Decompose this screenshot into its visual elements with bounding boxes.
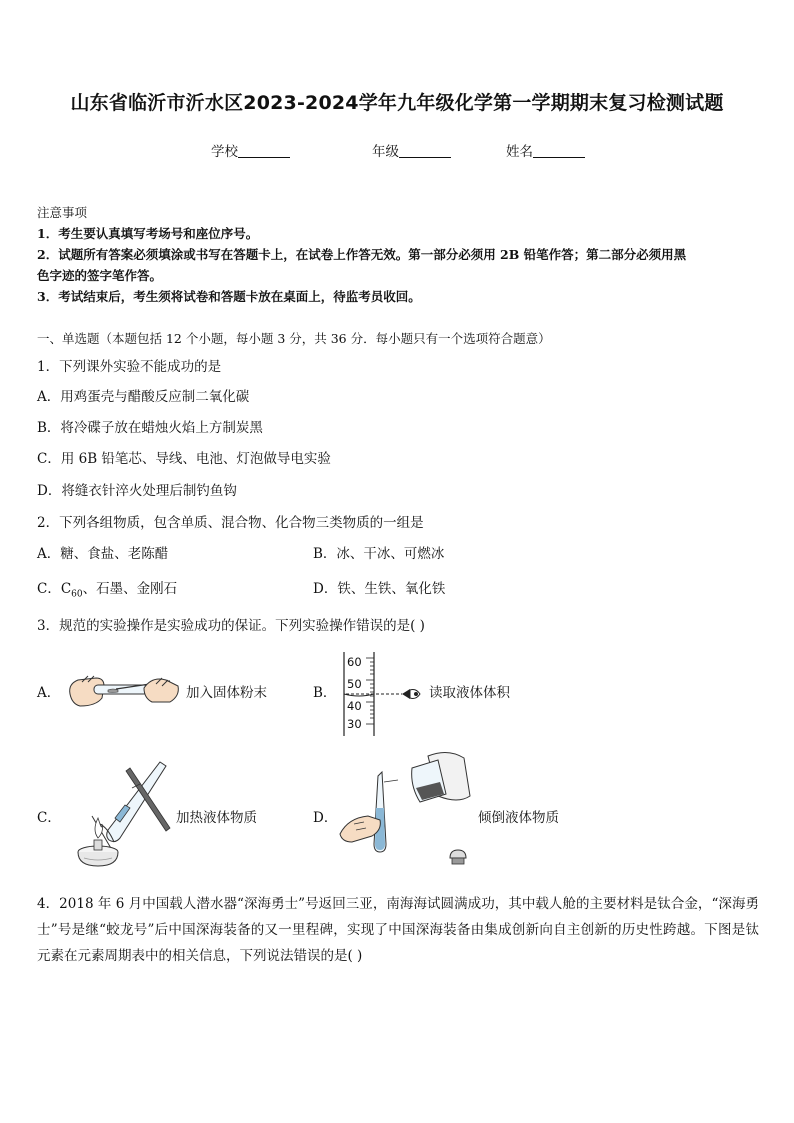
cylinder-tick-50: 50 <box>347 677 362 691</box>
q3-label-b: B． <box>313 685 337 701</box>
q2-stem: 2．下列各组物质，包含单质、混合物、化合物三类物质的一组是 <box>37 515 424 531</box>
q2-option-c-rest: 、石墨、金刚石 <box>82 581 178 597</box>
q2-option-b: B．冰、干冰、可燃冰 <box>313 546 445 562</box>
q1-stem: 1．下列课外实验不能成功的是 <box>37 359 222 375</box>
notice-item: 1．考生要认真填写考场号和座位序号。 <box>37 226 259 241</box>
notice-heading: 注意事项 <box>37 205 88 220</box>
q1-option-c: C．用 6B 铅笔芯、导线、电池、灯泡做导电实验 <box>37 451 331 467</box>
name-field <box>506 140 585 160</box>
cylinder-tick-40: 40 <box>347 699 362 713</box>
q4-text: 4．2018 年 6 月中国载人潜水器“深海勇士”号返回三亚，南海海试圆满成功，其中载人舱的主要材料是钛合金，“深海勇士”号是继“蛟龙号”后中国深海装备的又一里程碑，实现了中国深海装备由集成创新向自主创新的历史性跨越。下图是钛元素在元素周期表中的相关信息，下列说法错误的是( ) <box>37 896 759 964</box>
cylinder-tick-60: 60 <box>347 655 362 669</box>
q3-label-a: A． <box>37 685 61 701</box>
q2-option-d: D．铁、生铁、氧化铁 <box>313 581 446 597</box>
q1-option-d: D．将缝衣针淬火处理后制钓鱼钩 <box>37 483 237 499</box>
q3-label-d: D． <box>313 810 338 826</box>
page-title: 山东省临沂市沂水区2023-2024学年九年级化学第一学期期末复习检测试题 <box>70 92 724 114</box>
q3-caption-c: 加热液体物质 <box>176 810 257 826</box>
school-blank <box>238 143 290 158</box>
q3-caption-d: 倾倒液体物质 <box>478 810 559 826</box>
grade-blank <box>399 143 451 158</box>
q3-stem: 3．规范的实验操作是实验成功的保证。下列实验操作错误的是( ) <box>37 618 425 634</box>
q3-caption-a: 加入固体粉末 <box>186 685 267 701</box>
q3-label-c: C． <box>37 810 61 826</box>
q2-option-c-prefix: C．C <box>37 581 72 597</box>
q1-option-a: A．用鸡蛋壳与醋酸反应制二氧化碳 <box>37 389 250 405</box>
q2-option-c-subscript: 60 <box>71 589 83 600</box>
test-tube-powder-illustration <box>66 668 181 713</box>
school-field <box>211 140 290 160</box>
section-heading: 一、单选题（本题包括 12 个小题，每小题 3 分，共 36 分．每小题只有一个选项符合题意） <box>37 331 551 346</box>
grade-field <box>372 140 451 160</box>
pouring-liquid-illustration <box>338 746 478 871</box>
notice-item: 色字迹的签字笔作答。 <box>37 268 163 283</box>
notice-item: 3．考试结束后，考生须将试卷和答题卡放在桌面上，待监考员收回。 <box>37 289 421 304</box>
heating-tube-illustration <box>62 758 172 870</box>
q2-option-c <box>37 577 177 600</box>
cylinder-tick-30: 30 <box>347 717 362 731</box>
grade-label: 年级 <box>372 144 399 160</box>
name-blank <box>533 143 585 158</box>
q1-option-b: B．将冷碟子放在蜡烛火焰上方制炭黑 <box>37 420 263 436</box>
notice-item: 2．试题所有答案必须填涂或书写在答题卡上，在试卷上作答无效。第一部分必须用 2B 铅笔作答；第二部分必须用黑 <box>37 247 687 262</box>
name-label: 姓名 <box>506 144 533 160</box>
q2-option-a: A．糖、食盐、老陈醋 <box>37 546 169 562</box>
q3-caption-b: 读取液体体积 <box>429 685 510 701</box>
school-label: 学校 <box>211 144 238 160</box>
